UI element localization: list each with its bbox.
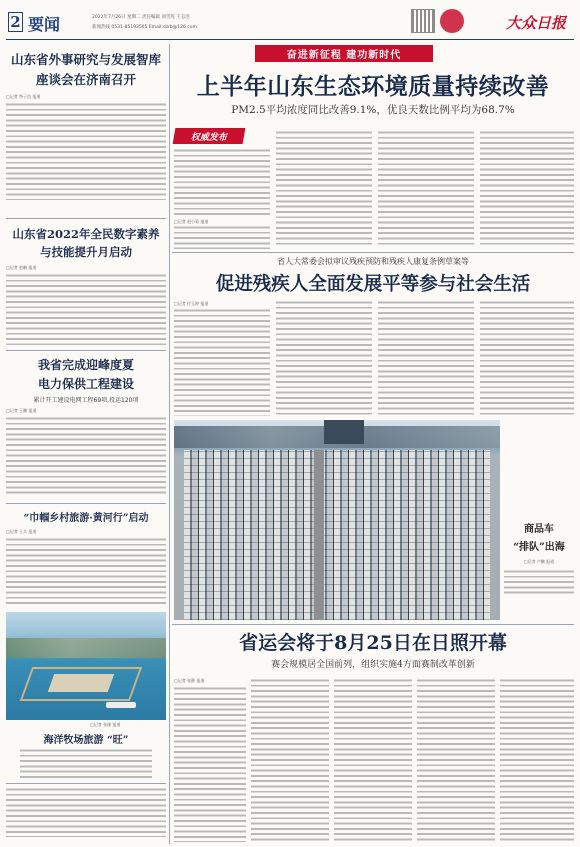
release-tag-text: 权威发布 [190,132,227,143]
middle-body-col3 [378,300,474,416]
divider [172,624,574,625]
photo-byline: □记者 张刚 报道 [90,722,121,727]
article-byline: □记者 李子浩 报道 [6,94,41,99]
release-tag [173,128,246,144]
middle-kicker: 省人大常委会拟审议残疾预防和残疾人康复条例草案等 [277,257,469,266]
article-body [6,537,166,605]
article-title-line1: 山东省2022年全民数字素养 [12,227,160,241]
qr-code-icon [411,9,435,33]
divider [6,350,166,351]
port-caption-byline: □记者 卢鹏 报道 [523,559,555,564]
marine-ranch-photo [6,612,166,720]
port-caption-body [504,569,574,595]
lead-body-col2 [174,225,270,249]
lead-subtitle: PM2.5平均浓度同比改善9.1%，优良天数比例平均为68.7% [231,104,515,116]
article-subtitle: 累计开工建设电网工程69项,投运120项 [33,397,139,404]
bottom-body-col3 [334,678,412,842]
bottom-body-col2 [251,678,329,842]
bottom-body-col1 [174,686,246,842]
port-caption-title-line2: “排队”出海 [513,542,565,553]
section-label: 要闻 [28,15,61,34]
bottom-note-body [6,787,166,837]
lead-byline: □记者 赵小菊 报道 [174,219,209,224]
header-rule [6,39,574,40]
article-title-line2: 与技能提升月启动 [40,245,132,259]
banner-text: 奋进新征程 建功新时代 [286,50,402,61]
masthead-logo: 大众日报 [506,14,567,32]
article-power-supply [6,352,166,502]
article-title-line2: 电力保供工程建设 [37,377,134,391]
banner [255,45,433,62]
bottom-title: 省运会将于8月25日在日照开幕 [239,632,507,654]
bottom-body-col4 [417,678,495,842]
port-caption-title-line1: 商品车 [524,524,554,535]
article-byline: □记者 王鹏 报道 [6,408,37,413]
app-logo-icon [440,9,464,33]
date-line: 2022年7月26日 星期二 责任编辑 刘雪莲 王志浩 [92,15,190,20]
page-header [0,0,580,42]
article-byline: □记者 王兵 报道 [6,529,37,534]
lead-body-col4 [378,130,474,248]
article-body [6,273,166,345]
article-title-line1: 山东省外事研究与发展智库 [10,52,161,67]
article-body [6,102,166,200]
article-byline: □记者 赵琳 报道 [6,265,37,270]
middle-byline: □记者 付玉婷 报道 [174,301,209,306]
middle-body-col1 [174,308,270,416]
photo-caption-body [20,748,152,778]
article-title: “巾帼乡村旅游·黄河行”启动 [23,513,149,524]
middle-body-col4 [480,300,574,416]
bottom-byline: □记者 张静 报道 [174,678,205,683]
bottom-body-col5 [500,678,574,842]
divider [6,218,166,219]
article-think-tank [6,44,166,214]
article-rural-tourism [6,505,166,610]
article-body [6,416,166,494]
email-line: 新闻热线 0531-85193505 Email:dzrb@126.com [92,25,197,30]
divider [172,252,574,253]
lead-body-col3 [276,130,372,248]
lead-body-col5 [480,130,574,248]
article-title-line1: 我省完成迎峰度夏 [37,358,134,372]
middle-body-col2 [276,300,372,416]
page-number-box [8,12,23,32]
article-digital-literacy [6,220,166,350]
middle-title: 促进残疾人全面发展平等参与社会生活 [215,274,531,295]
lead-title: 上半年山东生态环境质量持续改善 [196,73,550,100]
page-number: 2 [10,13,21,31]
port-cars-photo [174,420,500,620]
article-title-line2: 座谈会在济南召开 [35,72,136,87]
bottom-subtitle: 赛会规模居全国前列，组织实施4方面赛制改革创新 [271,660,475,670]
divider [6,783,166,784]
photo-caption-title: 海洋牧场旅游 “旺” [43,735,129,746]
divider [6,503,166,504]
left-column-divider [169,44,170,844]
port-caption [504,520,574,595]
lead-body-col1 [174,148,270,218]
